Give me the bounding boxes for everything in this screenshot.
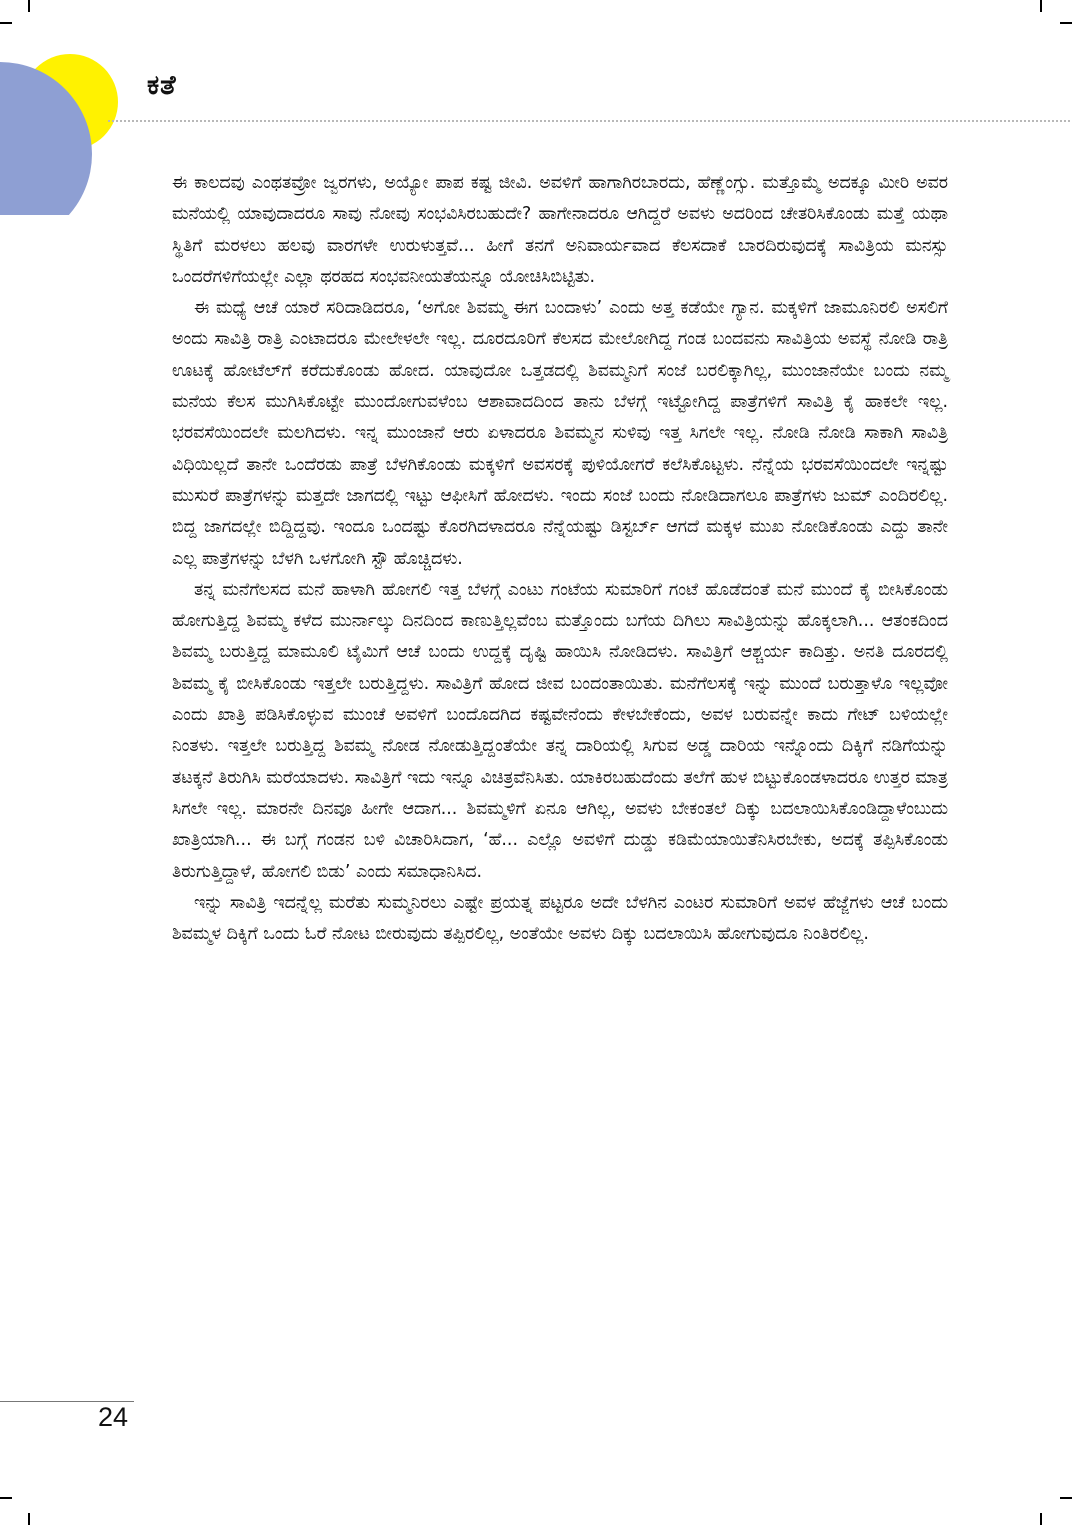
story-body — [172, 168, 948, 950]
crop-mark-top-left — [28, 0, 30, 12]
crop-mark-bottom-right — [1040, 1513, 1042, 1525]
story-paragraph-1: ಈ ಕಾಲದವು ಎಂಥತವ್ರೋ ಜ್ವರಗಳು, ಅಯ್ಯೋ ಪಾಪ ಕಷ್ಟ ಜೀವಿ. ಅವಳಿಗೆ ಹಾಗಾಗಿರಬಾರದು, ಹೆಣ್ಣೆಂಗ್ಸು. ಮತ್ತೊಮ್ಮೆ ಅದಕ್ಕೂ ಮೀರಿ ಅವರ ಮನೆಯಲ್ಲಿ ಯಾವುದಾದರೂ ಸಾವು ನೋವು ಸಂಭವಿಸಿರಬಹುದೇ? ಹಾಗೇನಾದರೂ ಆಗಿದ್ದರೆ ಅವಳು ಅದರಿಂದ ಚೇತರಿಸಿಕೊಂಡು ಮತ್ತೆ ಯಥಾ ಸ್ಥಿತಿಗೆ ಮರಳಲು ಹಲವು ವಾರಗಳೇ ಉರುಳುತ್ತವೆ... ಹೀಗೆ ತನಗೆ ಅನಿವಾರ್ಯವಾದ ಕೆಲಸದಾಕೆ ಬಾರದಿರುವುದಕ್ಕೆ ಸಾವಿತ್ರಿಯ ಮನಸ್ಸು ಒಂದರೆಗಳಿಗೆಯಲ್ಲೇ ಎಲ್ಲಾ ಥರಹದ ಸಂಭವನೀಯತೆಯನ್ನೂ ಯೋಚಿಸಿಬಿಟ್ಟಿತು. — [172, 173, 948, 287]
crop-mark-left-lower — [0, 1497, 12, 1499]
crop-mark-right-lower — [1060, 1497, 1072, 1499]
decorative-circles — [0, 40, 130, 215]
crop-mark-left-upper — [0, 22, 12, 24]
section-label: ಕತೆ — [147, 70, 177, 101]
story-paragraph-4: ಇನ್ನು ಸಾವಿತ್ರಿ ಇದನ್ನೆಲ್ಲ ಮರೆತು ಸುಮ್ಮನಿರಲು ಎಷ್ಟೇ ಪ್ರಯತ್ನ ಪಟ್ಟರೂ ಅದೇ ಬೆಳಗಿನ ಎಂಟರ ಸುಮಾರಿಗೆ ಅವಳ ಹೆಜ್ಜೆಗಳು ಆಚೆ ಬಂದು ಶಿವಮ್ಮಳ ದಿಕ್ಕಿಗೆ ಒಂದು ಓರೆ ನೋಟ ಬೀರುವುದು ತಪ್ಪಿರಲಿಲ್ಲ, ಅಂತೆಯೇ ಅವಳು ದಿಕ್ಕು ಬದಲಾಯಿಸಿ ಹೋಗುವುದೂ ನಿಂತಿರಲಿಲ್ಲ. — [172, 892, 948, 945]
crop-mark-right-upper — [1060, 22, 1072, 24]
crop-mark-top-right — [1040, 0, 1042, 12]
crop-mark-bottom-left — [28, 1513, 30, 1525]
story-paragraph-2: ಈ ಮಧ್ಯೆ ಆಚೆ ಯಾರೆ ಸರಿದಾಡಿದರೂ, ‘ಅಗೋ ಶಿವಮ್ಮ ಈಗ ಬಂದಾಳು’ ಎಂದು ಅತ್ತ ಕಡೆಯೇ ಗ್ಯಾನ. ಮಕ್ಕಳಿಗೆ ಜಾಮೂನಿರಲಿ ಅಸಲಿಗೆ ಅಂದು ಸಾವಿತ್ರಿ ರಾತ್ರಿ ಎಂಟಾದರೂ ಮೇಲೇಳಲೇ ಇಲ್ಲ. ದೂರದೂರಿಗೆ ಕೆಲಸದ ಮೇಲೋಗಿದ್ದ ಗಂಡ ಬಂದವನು ಸಾವಿತ್ರಿಯ ಅವಸ್ಥೆ ನೋಡಿ ರಾತ್ರಿ ಊಟಕ್ಕೆ ಹೋಟೆಲ್‌ಗೆ ಕರೆದುಕೊಂಡು ಹೋದ. ಯಾವುದೋ ಒತ್ತಡದಲ್ಲಿ ಶಿವಮ್ಮನಿಗೆ ಸಂಜೆ ಬರಲಿಕ್ಕಾಗಿಲ್ಲ, ಮುಂಜಾನೆಯೇ ಬಂದು ನಮ್ಮ ಮನೆಯ ಕೆಲಸ ಮುಗಿಸಿಕೊಟ್ಟೇ ಮುಂದೋಗುವಳೆಂಬ ಆಶಾವಾದದಿಂದ ತಾನು ಬೆಳಗ್ಗೆ ಇಟ್ಟೋಗಿದ್ದ ಪಾತ್ರೆಗಳಿಗೆ ಸಾವಿತ್ರಿ ಕೈ ಹಾಕಲೇ ಇಲ್ಲ. ಭರವಸೆಯಿಂದಲೇ ಮಲಗಿದಳು. ಇನ್ನ ಮುಂಜಾನೆ ಆರು ಏಳಾದರೂ ಶಿವಮ್ಮನ ಸುಳಿವು ಇತ್ತ ಸಿಗಲೇ ಇಲ್ಲ. ನೋಡಿ ನೋಡಿ ಸಾಕಾಗಿ ಸಾವಿತ್ರಿ ವಿಧಿಯಿಲ್ಲದೆ ತಾನೇ ಒಂದೆರಡು ಪಾತ್ರೆ ಬೆಳಗಿಕೊಂಡು ಮಕ್ಕಳಿಗೆ ಅವಸರಕ್ಕೆ ಪುಳಿಯೋಗರೆ ಕಲೆಸಿಕೊಟ್ಟಳು. ನೆನ್ನೆಯ ಭರವಸೆಯಿಂದಲೇ ಇನ್ನಷ್ಟು ಮುಸುರೆ ಪಾತ್ರೆಗಳನ್ನು ಮತ್ತದೇ ಜಾಗದಲ್ಲಿ ಇಟ್ಟು ಆಫೀಸಿಗೆ ಹೋದಳು. ಇಂದು ಸಂಜೆ ಬಂದು ನೋಡಿದಾಗಲೂ ಪಾತ್ರೆಗಳು ಜುಮ್ ಎಂದಿರಲಿಲ್ಲ. ಬಿದ್ದ ಜಾಗದಲ್ಲೇ ಬಿದ್ದಿದ್ದವು. ಇಂದೂ ಒಂದಷ್ಟು ಕೊರಗಿದಳಾದರೂ ನೆನ್ನೆಯಷ್ಟು ಡಿಸ್ಟರ್ಬ್ ಆಗದೆ ಮಕ್ಕಳ ಮುಖ ನೋಡಿಕೊಂಡು ಎದ್ದು ತಾನೇ ಎಲ್ಲ ಪಾತ್ರೆಗಳನ್ನು ಬೆಳಗಿ ಒಳಗೋಗಿ ಸ್ಟೌ ಹೊಚ್ಚಿದಳು. — [172, 298, 948, 569]
page-number: 24 — [98, 1402, 129, 1432]
dotted-divider — [108, 120, 1070, 122]
story-paragraph-3: ತನ್ನ ಮನೆಗೆಲಸದ ಮನೆ ಹಾಳಾಗಿ ಹೋಗಲಿ ಇತ್ತ ಬೆಳಗ್ಗೆ ಎಂಟು ಗಂಟೆಯ ಸುಮಾರಿಗೆ ಗಂಟೆ ಹೊಡೆದಂತೆ ಮನೆ ಮುಂದೆ ಕೈ ಬೀಸಿಕೊಂಡು ಹೋಗುತ್ತಿದ್ದ ಶಿವಮ್ಮ ಕಳೆದ ಮುರ್ನಾಲ್ಕು ದಿನದಿಂದ ಕಾಣುತ್ತಿಲ್ಲವೆಂಬ ಮತ್ತೊಂದು ಬಗೆಯ ದಿಗಿಲು ಸಾವಿತ್ರಿಯನ್ನು ಹೊಕ್ಕಲಾಗಿ... ಆತಂಕದಿಂದ ಶಿವಮ್ಮ ಬರುತ್ತಿದ್ದ ಮಾಮೂಲಿ ಟೈಮಿಗೆ ಆಚೆ ಬಂದು ಉದ್ದಕ್ಕೆ ದೃಷ್ಟಿ ಹಾಯಿಸಿ ನೋಡಿದಳು. ಸಾವಿತ್ರಿಗೆ ಆಶ್ಚರ್ಯ ಕಾದಿತ್ತು. ಅನತಿ ದೂರದಲ್ಲಿ ಶಿವಮ್ಮ ಕೈ ಬೀಸಿಕೊಂಡು ಇತ್ತಲೇ ಬರುತ್ತಿದ್ದಳು. ಸಾವಿತ್ರಿಗೆ ಹೋದ ಜೀವ ಬಂದಂತಾಯಿತು. ಮನೆಗೆಲಸಕ್ಕೆ ಇನ್ನು ಮುಂದೆ ಬರುತ್ತಾಳೊ ಇಲ್ಲವೋ ಎಂದು ಖಾತ್ರಿ ಪಡಿಸಿಕೊಳ್ಳುವ ಮುಂಚೆ ಅವಳಿಗೆ ಬಂದೊದಗಿದ ಕಷ್ಟವೇನೆಂದು ಕೇಳಬೇಕೆಂದು, ಅವಳ ಬರುವನ್ನೇ ಕಾದು ಗೇಟ್ ಬಳಿಯಲ್ಲೇ ನಿಂತಳು. ಇತ್ತಲೇ ಬರುತ್ತಿದ್ದ ಶಿವಮ್ಮ ನೋಡ ನೋಡುತ್ತಿದ್ದಂತೆಯೇ ತನ್ನ ದಾರಿಯಲ್ಲಿ ಸಿಗುವ ಅಡ್ಡ ದಾರಿಯ ಇನ್ನೊಂದು ದಿಕ್ಕಿಗೆ ನಡಿಗೆಯನ್ನು ತಟಕ್ಕನೆ ತಿರುಗಿಸಿ ಮರೆಯಾದಳು. ಸಾವಿತ್ರಿಗೆ ಇದು ಇನ್ನೂ ವಿಚಿತ್ರವೆನಿಸಿತು. ಯಾಕಿರಬಹುದೆಂದು ತಲೆಗೆ ಹುಳ ಬಿಟ್ಟುಕೊಂಡಳಾದರೂ ಉತ್ತರ ಮಾತ್ರ ಸಿಗಲೇ ಇಲ್ಲ. ಮಾರನೇ ದಿನವೂ ಹೀಗೇ ಆದಾಗ... ಶಿವಮ್ಮಳಿಗೆ ಏನೂ ಆಗಿಲ್ಲ, ಅವಳು ಬೇಕಂತಲೆ ದಿಕ್ಕು ಬದಲಾಯಿಸಿಕೊಂಡಿದ್ದಾಳೆಂಬುದು ಖಾತ್ರಿಯಾಗಿ... ಈ ಬಗ್ಗೆ ಗಂಡನ ಬಳಿ ವಿಚಾರಿಸಿದಾಗ, ‘ಹೆ... ಎಲ್ಲೊ ಅವಳಿಗೆ ದುಡ್ಡು ಕಡಿಮೆಯಾಯಿತೆನಿಸಿರಬೇಕು, ಅದಕ್ಕೆ ತಪ್ಪಿಸಿಕೊಂಡು ತಿರುಗುತ್ತಿದ್ದಾಳೆ, ಹೋಗಲಿ ಬಿಡು’ ಎಂದು ಸಮಾಧಾನಿಸಿದ. — [172, 579, 948, 882]
